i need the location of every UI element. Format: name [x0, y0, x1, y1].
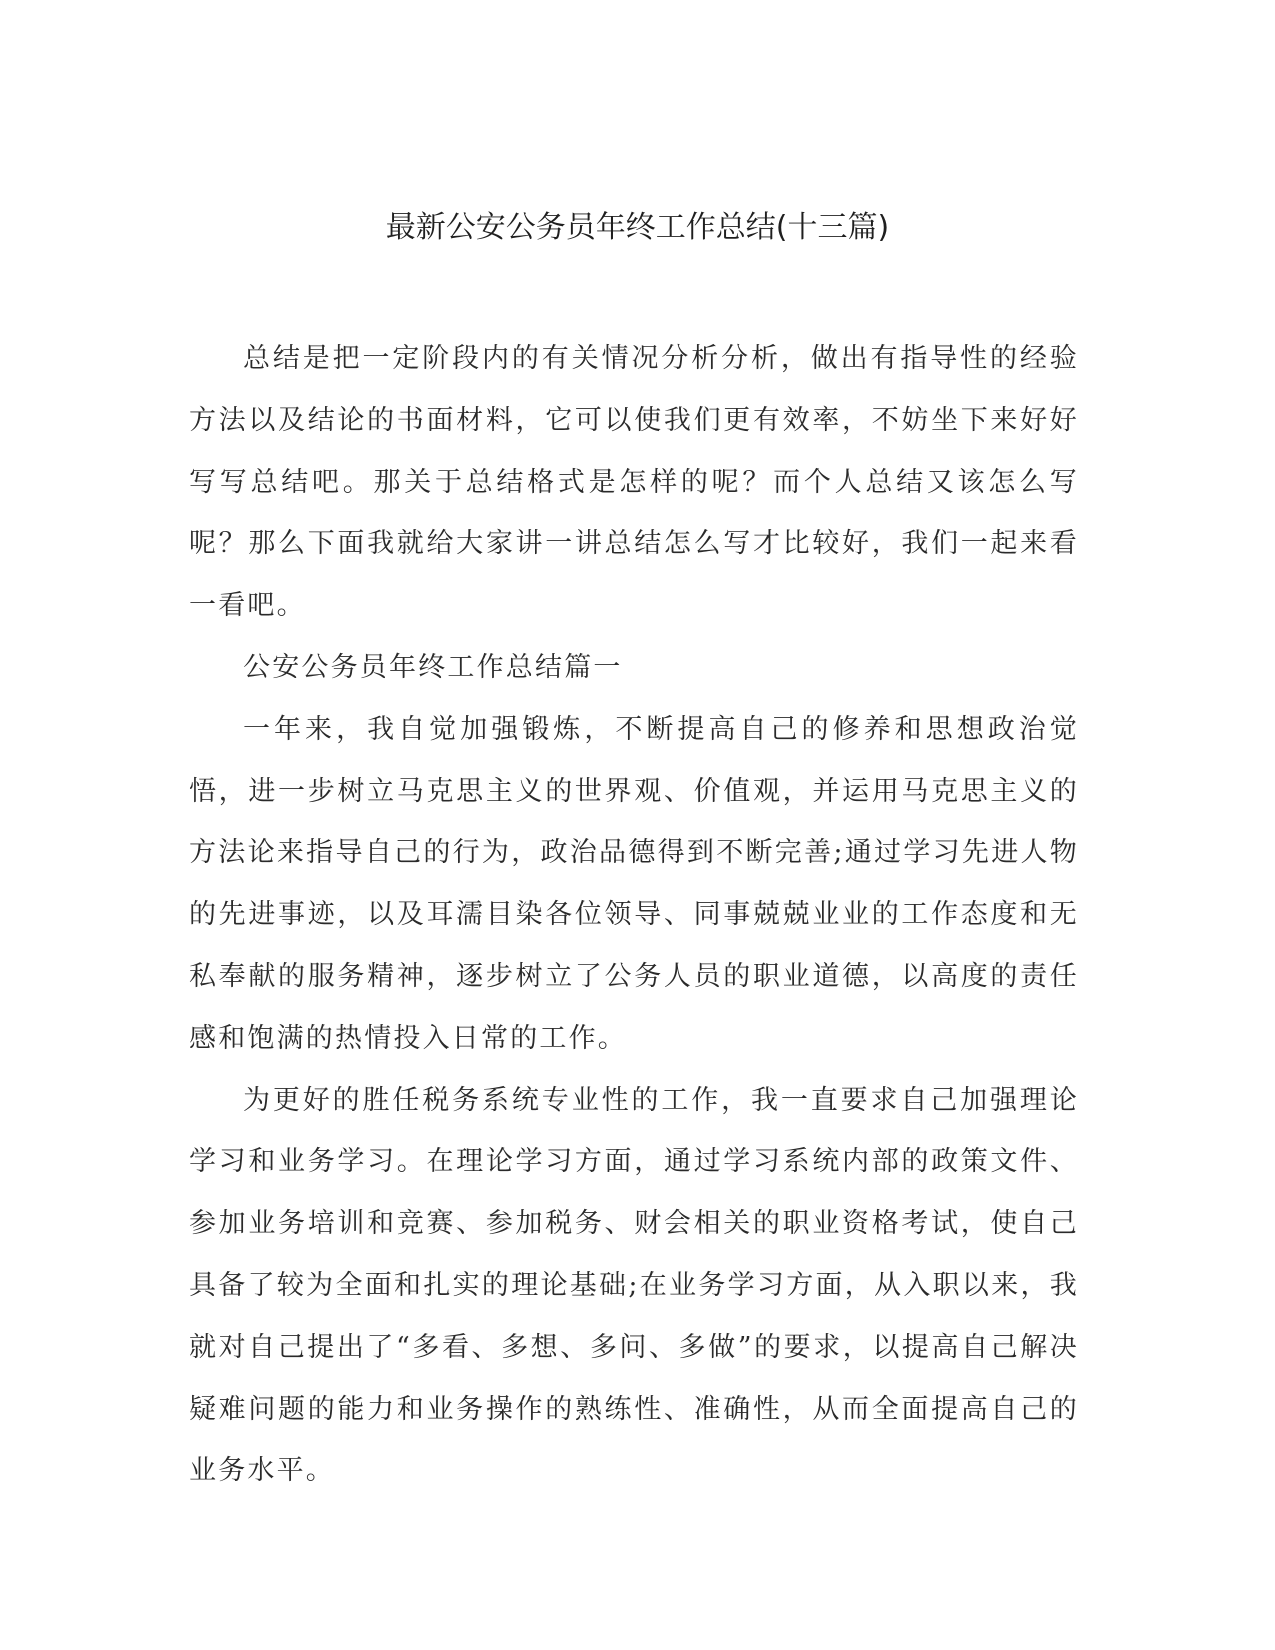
document-body: [189, 328, 1079, 1502]
section-heading: 公安公务员年终工作总结篇一: [243, 651, 623, 683]
paragraph-self-improvement: 一年来，我自觉加强锻炼，不断提高自己的修养和思想政治觉悟，进一步树立马克思主义的世界观、价值观，并运用马克思主义的方法论来指导自己的行为，政治品德得到不断完善;通过学习先进人物的先进事迹，以及耳濡目染各位领导、同事兢兢业业的工作态度和无私奉献的服务精神，逐步树立了公务人员的职业道德，以高度的责任感和饱满的热情投入日常的工作。: [189, 713, 1079, 1054]
paragraph-intro: 总结是把一定阶段内的有关情况分析分析，做出有指导性的经验方法以及结论的书面材料，它可以使我们更有效率，不妨坐下来好好写写总结吧。那关于总结格式是怎样的呢？而个人总结又该怎么写呢？那么下面我就给大家讲一讲总结怎么写才比较好，我们一起来看一看吧。: [189, 343, 1079, 622]
document-title: 最新公安公务员年终工作总结(十三篇): [385, 210, 890, 245]
paragraph-study: 为更好的胜任税务系统专业性的工作，我一直要求自己加强理论学习和业务学习。在理论学习方面，通过学习系统内部的政策文件、参加业务培训和竞赛、参加税务、财会相关的职业资格考试，使自己具备了较为全面和扎实的理论基础;在业务学习方面，从入职以来，我就对自己提出了“多看、多想、多问、多做”的要求，以提高自己解决疑难问题的能力和业务操作的熟练性、准确性，从而全面提高自己的业务水平。: [189, 1084, 1079, 1487]
